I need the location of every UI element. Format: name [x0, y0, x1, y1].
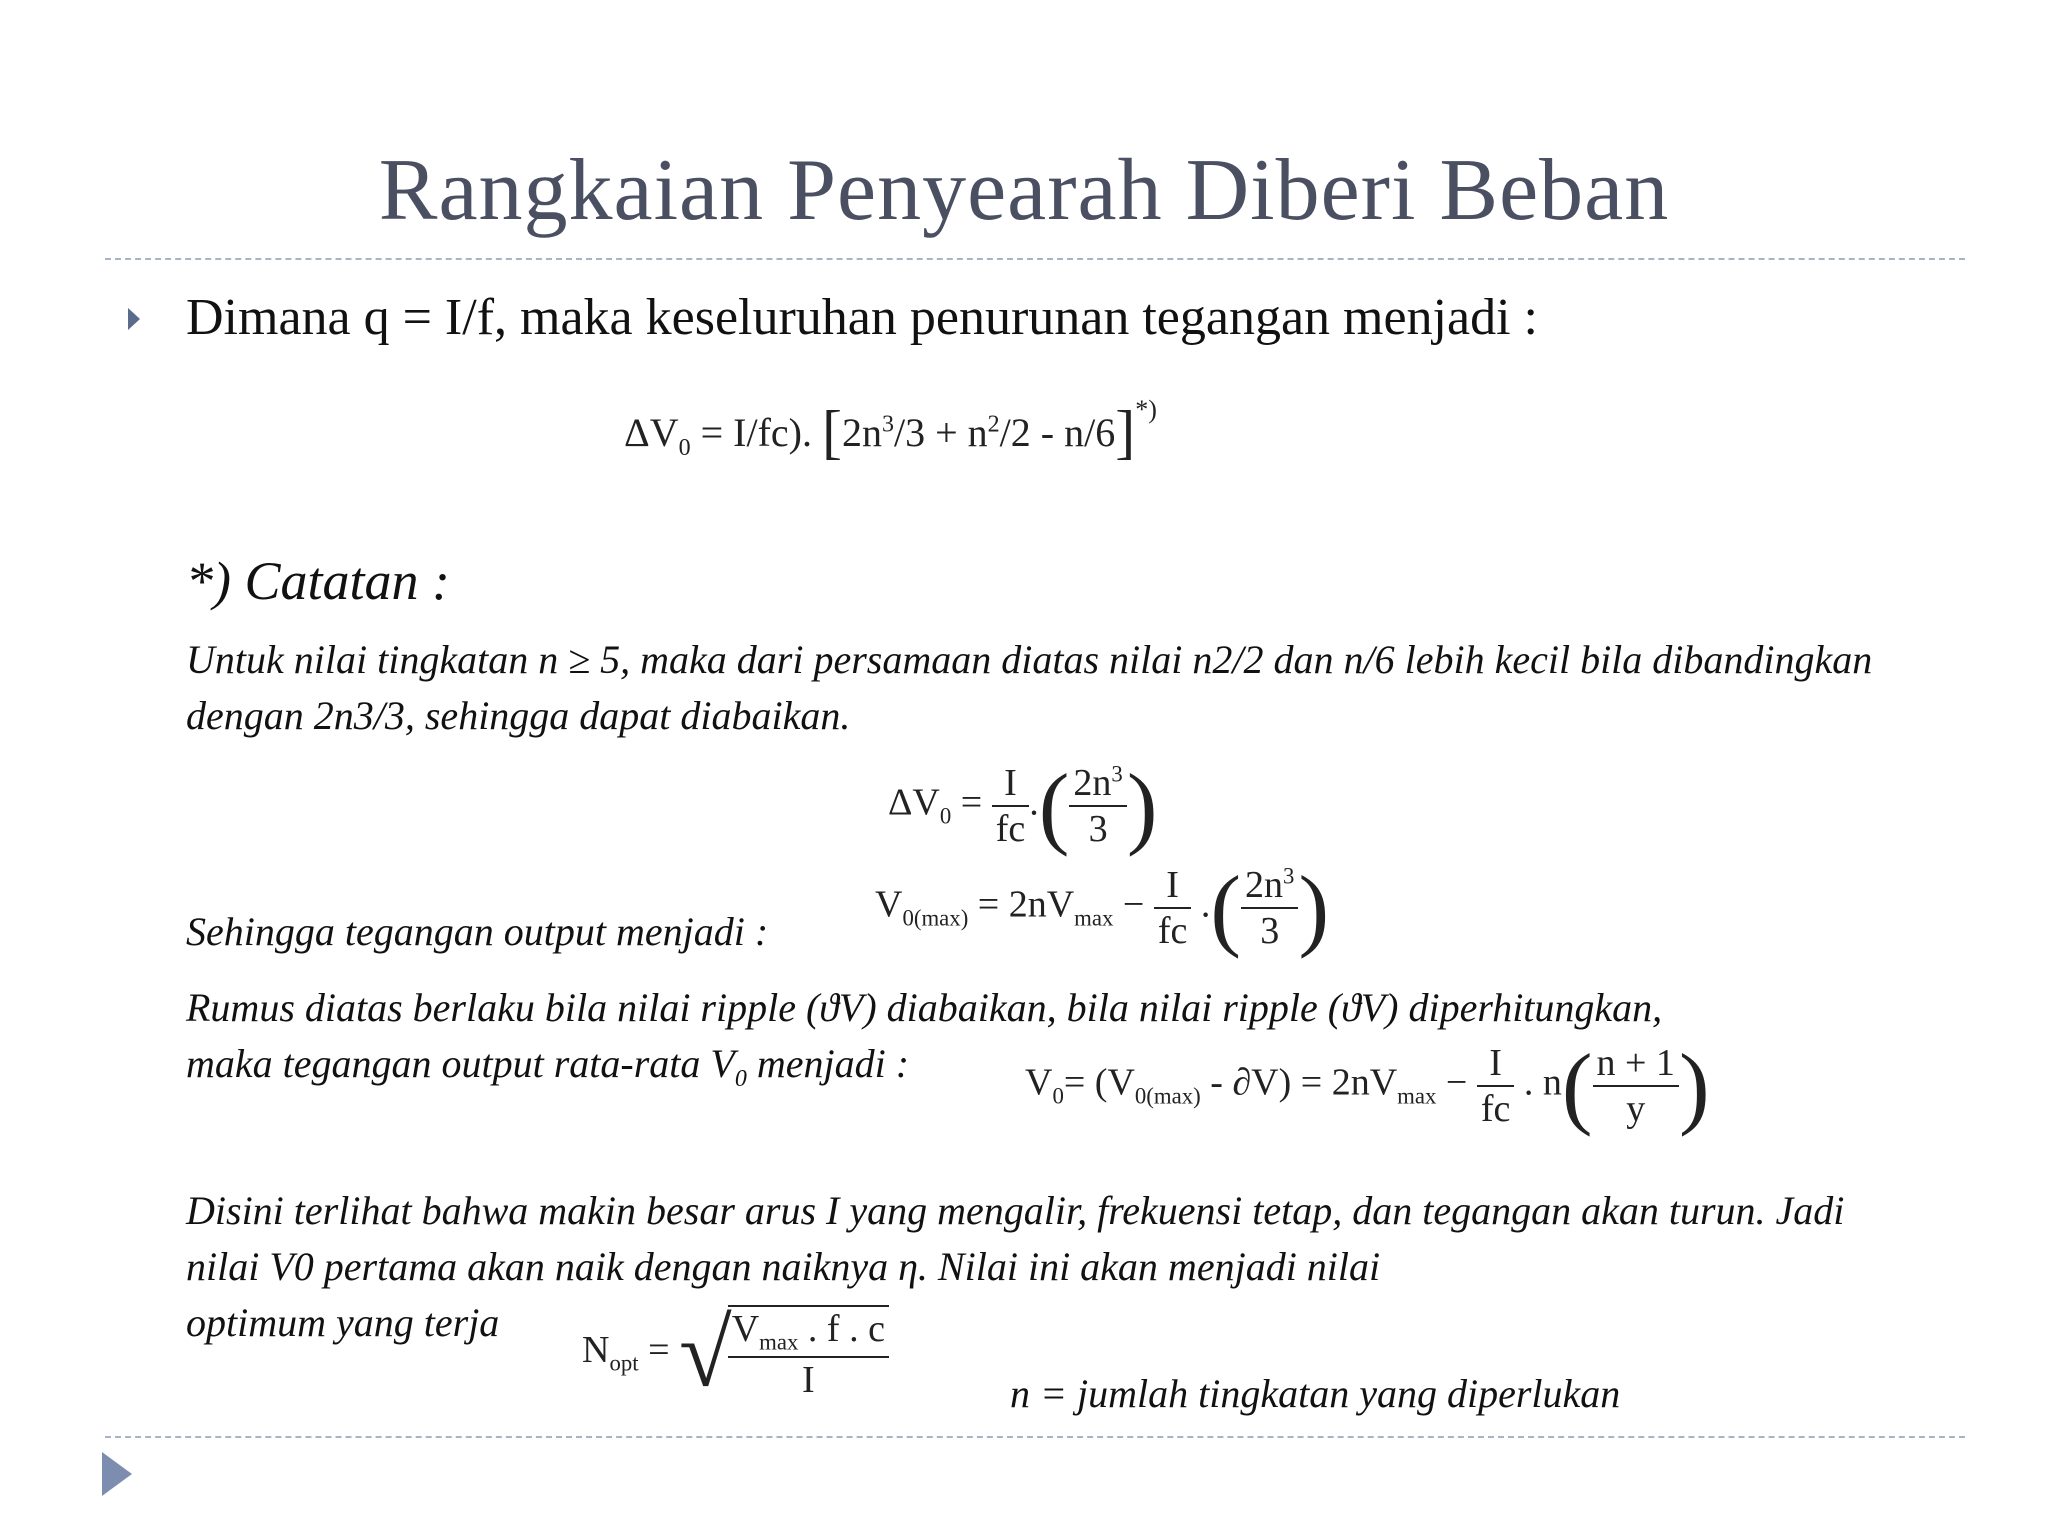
f5-lhs-sub: opt — [609, 1350, 639, 1376]
f3-p-den: 3 — [1260, 910, 1280, 952]
f1-t2-sup: 2 — [987, 411, 1000, 438]
n-definition: n = jumlah tingkatan yang diperlukan — [1010, 1371, 1621, 1416]
f4-lhs: V — [1025, 1061, 1053, 1104]
f2-paren-open: ( — [1038, 755, 1070, 857]
f2-dot: . — [1029, 781, 1039, 824]
f2-frac-num: I — [992, 761, 1030, 807]
f2-paren-fraction — [1069, 761, 1126, 851]
f3-paren-close: ) — [1298, 857, 1330, 959]
f4-p-den: y — [1626, 1088, 1646, 1130]
title-divider — [105, 258, 1965, 260]
f1-t1: 2n — [841, 410, 882, 455]
bullet-arrow-icon — [128, 308, 140, 330]
f2-eq: = — [960, 781, 983, 824]
f5-rad-num-sub: max — [759, 1329, 799, 1355]
f2-frac-den: fc — [995, 808, 1026, 850]
f4-frac-den: fc — [1480, 1088, 1511, 1130]
f2-lhs-sub: 0 — [939, 803, 952, 829]
bullet-text: Dimana q = I/f, maka keseluruhan penurunan tegangan menjadi : — [186, 289, 1538, 346]
f1-t2: /3 + n — [893, 410, 988, 455]
f4-dot: . n — [1523, 1061, 1562, 1104]
f1-close-bracket: ] — [1115, 399, 1136, 465]
f3-minus: − — [1122, 883, 1145, 926]
footer-divider — [105, 1436, 1965, 1438]
closing-line-1: Disini terlihat bahwa makin besar arus I yang mengalir, frekuensi tetap, dan tegangan akan turun. Jadi nilai V0 pertama akan naik dengan naiknya η. Nilai ini akan menjadi nilai — [186, 1188, 1845, 1289]
f4-minus: − — [1445, 1061, 1468, 1104]
f3-dot: . — [1200, 883, 1211, 926]
f1-eq: = I/fc). — [700, 410, 812, 455]
f1-open-bracket: [ — [822, 399, 842, 465]
f5-rad-den: I — [802, 1358, 815, 1401]
ripple-line-2b: menjadi : — [746, 1041, 910, 1086]
f4-frac-num: I — [1477, 1041, 1515, 1087]
note-paragraph: Untuk nilai tingkatan n ≥ 5, maka dari persamaan diatas nilai n2/2 dan n/6 lebih kecil bila dibandingkan dengan 2n3/3, sehingga dapat diabaikan. — [186, 637, 1873, 738]
f2-p-num-sup: 3 — [1111, 761, 1123, 787]
f4-lhs-sub: 0 — [1052, 1083, 1064, 1109]
ripple-line-2-sub: 0 — [734, 1066, 747, 1092]
f1-note-mark: *) — [1135, 395, 1157, 424]
f3-lhs-sub: 0(max) — [902, 905, 969, 931]
closing-line-2: optimum yang terja — [186, 1300, 500, 1345]
f5-rad-num: V — [731, 1308, 760, 1350]
formula-average-output-voltage — [1025, 1035, 1710, 1137]
next-slide-arrow-icon[interactable] — [102, 1452, 132, 1496]
f4-eq-mid: - ∂V) = 2nV — [1200, 1061, 1398, 1104]
f4-paren-open: ( — [1561, 1035, 1593, 1137]
f1-t3: /2 - n/6 — [999, 410, 1116, 455]
f3-frac-num: I — [1154, 863, 1192, 909]
formula-voltage-drop-approx — [888, 755, 1158, 857]
f5-lhs: N — [582, 1329, 610, 1372]
f2-fraction — [992, 761, 1030, 851]
ripple-line-2a: maka tegangan output rata-rata V — [186, 1041, 735, 1086]
f3-lhs: V — [875, 883, 903, 926]
ripple-line-1: Rumus diatas berlaku bila nilai ripple (ϑV) diabaikan, bila nilai ripple (ϑV) diperhitungkan, — [186, 985, 1663, 1030]
f2-lhs: ΔV — [888, 781, 940, 824]
f4-fraction — [1477, 1041, 1515, 1131]
f4-eq-sub2: max — [1397, 1083, 1437, 1109]
f4-eq-open: = (V — [1063, 1061, 1135, 1104]
f3-eq-sub: max — [1074, 905, 1114, 931]
f1-lhs-sub: 0 — [678, 435, 691, 461]
note-title: *) Catatan : — [186, 551, 450, 611]
slide-title: Rangkaian Penyearah Diberi Beban — [378, 142, 1670, 239]
f3-eq: = 2nV — [977, 883, 1075, 926]
f3-fraction — [1154, 863, 1192, 953]
formula-output-voltage — [875, 857, 1330, 959]
sqrt-icon: √ — [679, 1299, 732, 1407]
f1-lhs: ΔV — [624, 410, 679, 455]
f3-p-num-sup: 3 — [1283, 863, 1295, 889]
f1-t1-sup: 3 — [881, 411, 894, 438]
f4-paren-fraction — [1593, 1041, 1679, 1131]
output-label: Sehingga tegangan output menjadi : — [186, 909, 769, 954]
f4-p-num: n + 1 — [1593, 1041, 1679, 1087]
formula-n-optimum — [582, 1299, 889, 1407]
f3-frac-den: fc — [1157, 910, 1188, 952]
f3-p-num: 2n — [1245, 864, 1284, 906]
f3-paren-open: ( — [1210, 857, 1242, 959]
formula-voltage-drop-full — [624, 395, 1157, 467]
f2-p-den: 3 — [1088, 808, 1108, 850]
f4-eq-sub: 0(max) — [1134, 1083, 1201, 1109]
f5-square-root — [679, 1299, 889, 1407]
f5-fraction — [728, 1307, 889, 1402]
f5-eq: = — [648, 1329, 670, 1372]
f5-rad-num-rest: . f . c — [798, 1308, 885, 1350]
f4-paren-close: ) — [1678, 1035, 1710, 1137]
f2-paren-close: ) — [1126, 755, 1158, 857]
f3-paren-fraction — [1241, 863, 1298, 953]
closing-paragraph — [186, 1183, 1926, 1351]
f2-p-num: 2n — [1073, 762, 1112, 804]
